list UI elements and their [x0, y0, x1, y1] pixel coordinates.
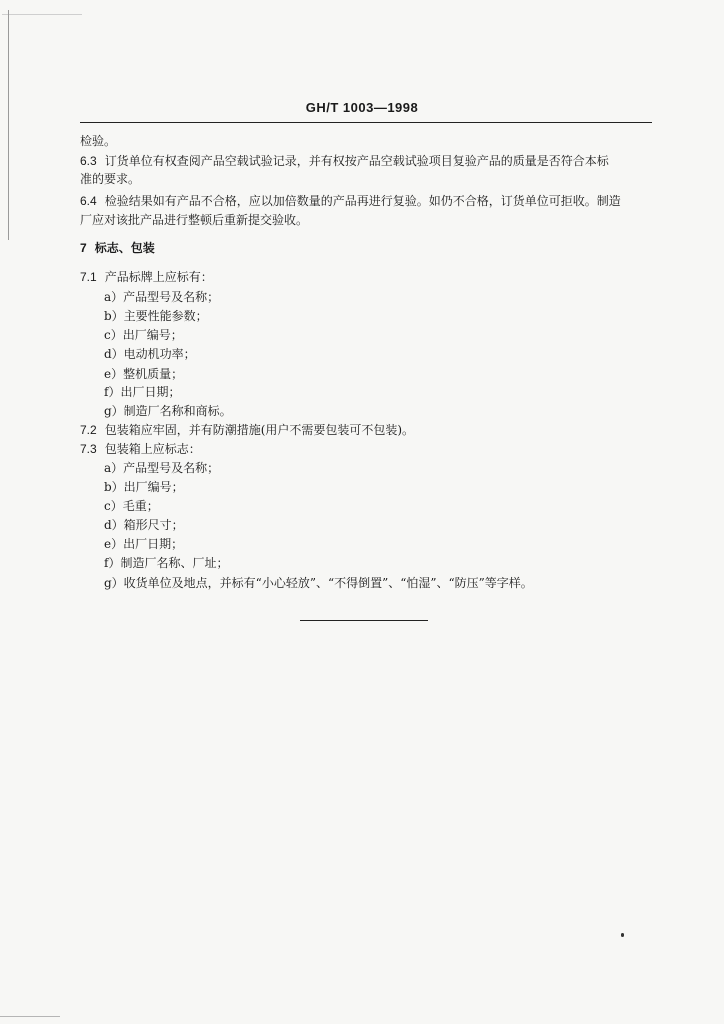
clause-6-3: [80, 153, 609, 169]
section-number: 7: [80, 241, 87, 255]
clause-6-4: [80, 193, 621, 209]
clause-number: 7.1: [80, 270, 97, 284]
list-item: c）毛重；: [104, 499, 159, 513]
list-item: e）出厂日期；: [104, 537, 184, 551]
list-item: b）主要性能参数；: [104, 309, 208, 323]
list-item: a）产品型号及名称；: [104, 461, 220, 475]
paragraph-line: 厂应对该批产品进行整顿后重新提交验收。: [80, 213, 309, 227]
list-item: f）制造厂名称、厂址；: [104, 556, 229, 570]
scan-artifact: [2, 14, 82, 15]
list-item: f）出厂日期；: [104, 385, 181, 399]
list-item: g）收货单位及地点，并标有“小心轻放”、“不得倒置”、“怕湿”、“防压”等字样。: [104, 576, 533, 590]
list-item: d）箱形尺寸；: [104, 518, 184, 532]
clause-number: 6.3: [80, 154, 97, 168]
clause-number: 7.2: [80, 423, 97, 437]
clause-7-1: [80, 269, 213, 285]
clause-text: 订货单位有权查阅产品空载试验记录，并有权按产品空载试验项目复验产品的质量是否符合本标: [104, 154, 609, 168]
scan-artifact: [0, 1016, 60, 1017]
clause-7-2: [80, 422, 414, 438]
header-rule: [80, 122, 652, 123]
standard-code-header: GH/T 1003—1998: [305, 100, 419, 115]
paragraph-line: 检验。: [80, 134, 117, 148]
list-item: c）出厂编号；: [104, 328, 183, 342]
clause-7-3: [80, 441, 201, 457]
clause-text: 产品标牌上应标有：: [104, 270, 213, 284]
list-item: e）整机质量；: [104, 367, 184, 381]
section-heading-7: [80, 240, 155, 256]
section-title: 标志、包装: [94, 241, 155, 255]
clause-number: 7.3: [80, 442, 97, 456]
list-item: d）电动机功率；: [104, 347, 196, 361]
list-item: g）制造厂名称和商标。: [104, 404, 232, 418]
list-item: a）产品型号及名称；: [104, 290, 220, 304]
scan-speck: [621, 933, 624, 937]
clause-number: 6.4: [80, 194, 97, 208]
scan-artifact: [8, 10, 9, 240]
clause-text: 包装箱应牢固，并有防潮措施(用户不需要包装可不包装)。: [104, 423, 415, 437]
clause-text: 检验结果如有产品不合格，应以加倍数量的产品再进行复验。如仍不合格，订货单位可拒收。制造: [104, 194, 621, 208]
end-of-document-rule: [300, 620, 428, 621]
list-item: b）出厂编号；: [104, 480, 184, 494]
paragraph-line: 准的要求。: [80, 172, 141, 186]
clause-text: 包装箱上应标志：: [104, 442, 201, 456]
